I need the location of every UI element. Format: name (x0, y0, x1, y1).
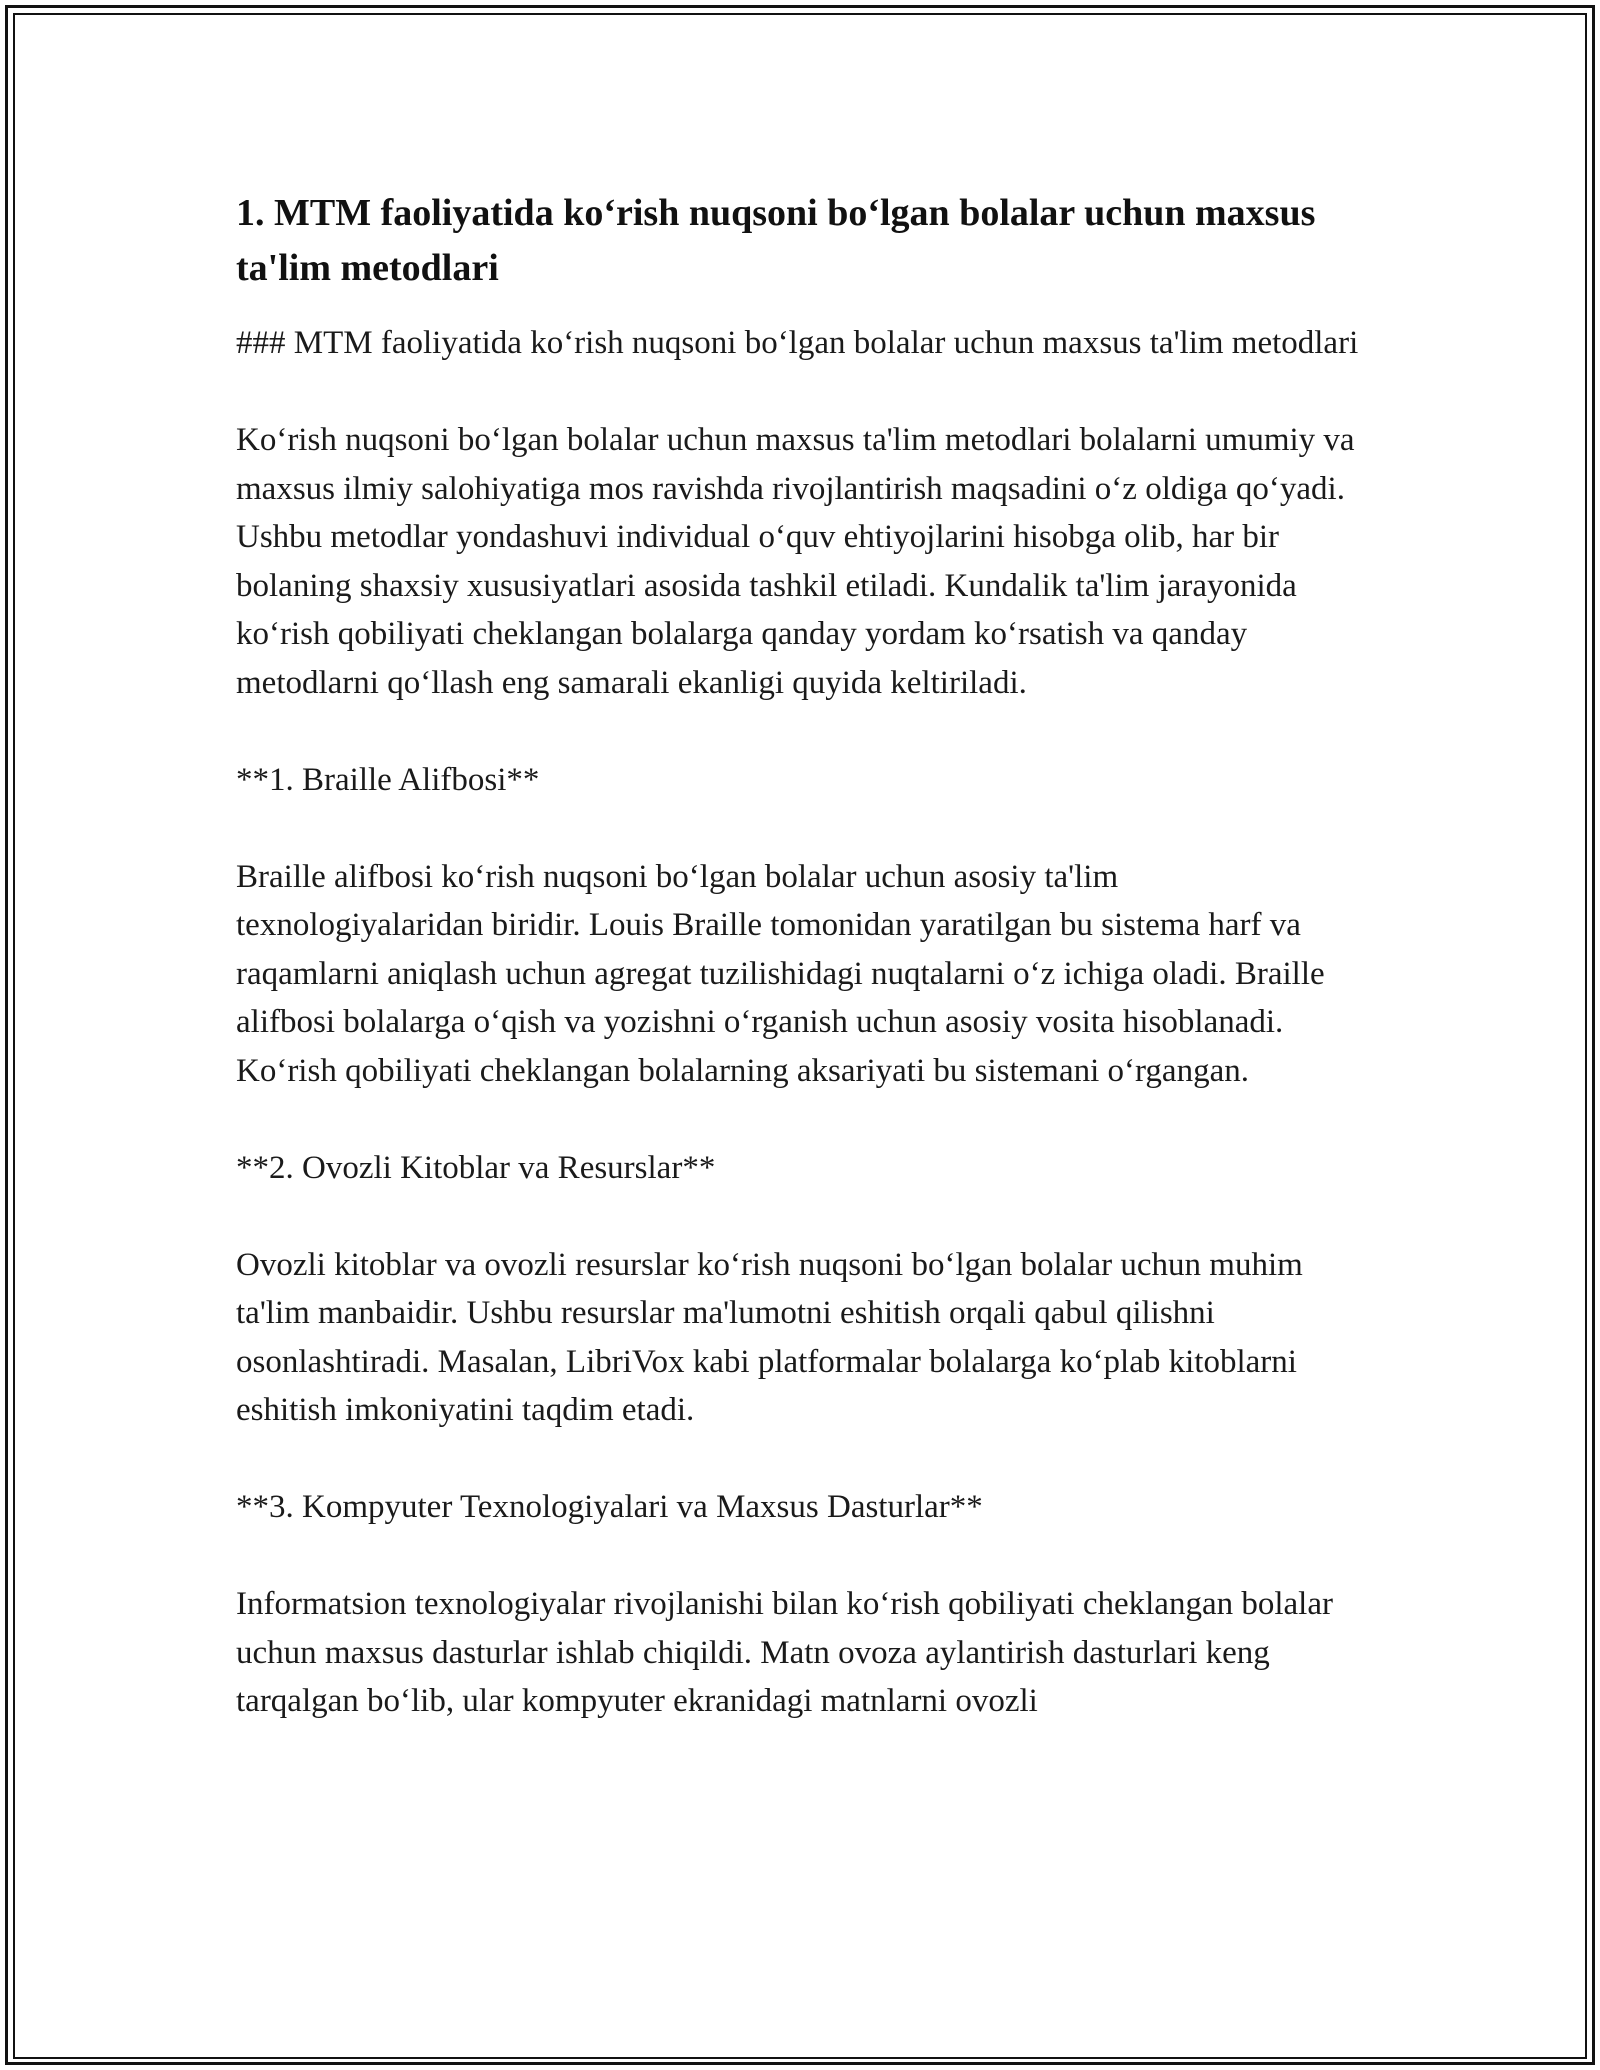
document-title: 1. MTM faoliyatida ko‘rish nuqsoni bo‘lgan bolalar uchun maxsus ta'lim metodlari (236, 192, 1316, 289)
audiobooks-paragraph: Ovozli kitoblar va ovozli resurslar ko‘rish nuqsoni bo‘lgan bolalar uchun muhim ta'lim manbaidir. Ushbu resurslar ma'lumotni eshitish orqali qabul qilishni osonlashtiradi. Masalan, LibriVox kabi platformalar bolalarga ko‘plab kitoblarni eshitish imkoniyatini taqdim etadi. (236, 1246, 1303, 1428)
braille-paragraph: Braille alifbosi ko‘rish nuqsoni bo‘lgan bolalar uchun asosiy ta'lim texnologiyalaridan biridir. Louis Braille tomonidan yaratilgan bu sistema harf va raqamlarni aniqlash uchun agregat tuzilishidagi nuqtalarni o‘z ichiga oladi. Braille alifbosi bolalarga o‘qish va yozishni o‘rganish uchun asosiy vosita hisoblanadi. Ko‘rish qobiliyati cheklangan bolalarning aksariyati bu sistemani o‘rgangan. (236, 858, 1325, 1089)
document-page (236, 186, 1366, 1726)
subheading-computer-tech: **3. Kompyuter Texnologiyalari va Maxsus Dasturlar** (236, 1489, 983, 1525)
subheading-braille: **1. Braille Alifbosi** (236, 761, 540, 798)
subheading-audiobooks: **2. Ovozli Kitoblar va Resurslar** (236, 1149, 716, 1186)
intro-paragraph: Ko‘rish nuqsoni bo‘lgan bolalar uchun maxsus ta'lim metodlari bolalarni umumiy va maxsus ilmiy salohiyatiga mos ravishda rivojlantirish maqsadini o‘z oldiga qo‘yadi. Ushbu metodlar yondashuvi individual o‘quv ehtiyojlarini hisobga olib, har bir bolaning shaxsiy xususiyatlari asosida tashkil etiladi. Kundalik ta'lim jarayonida ko‘rish qobiliyati cheklangan bolalarga qanday yordam ko‘rsatish va qanday metodlarni qo‘llash eng samarali ekanligi quyida keltiriladi. (236, 422, 1355, 701)
section-heading: ### MTM faoliyatida ko‘rish nuqsoni bo‘lgan bolalar uchun maxsus ta'lim metodlari (236, 325, 1359, 361)
computer-tech-paragraph: Informatsion texnologiyalar rivojlanishi bilan ko‘rish qobiliyati cheklangan bolalar uchun maxsus dasturlar ishlab chiqildi. Matn ovoza aylantirish dasturlari keng tarqalgan bo‘lib, ular kompyuter ekranidagi matnlarni ovozli (236, 1586, 1333, 1719)
